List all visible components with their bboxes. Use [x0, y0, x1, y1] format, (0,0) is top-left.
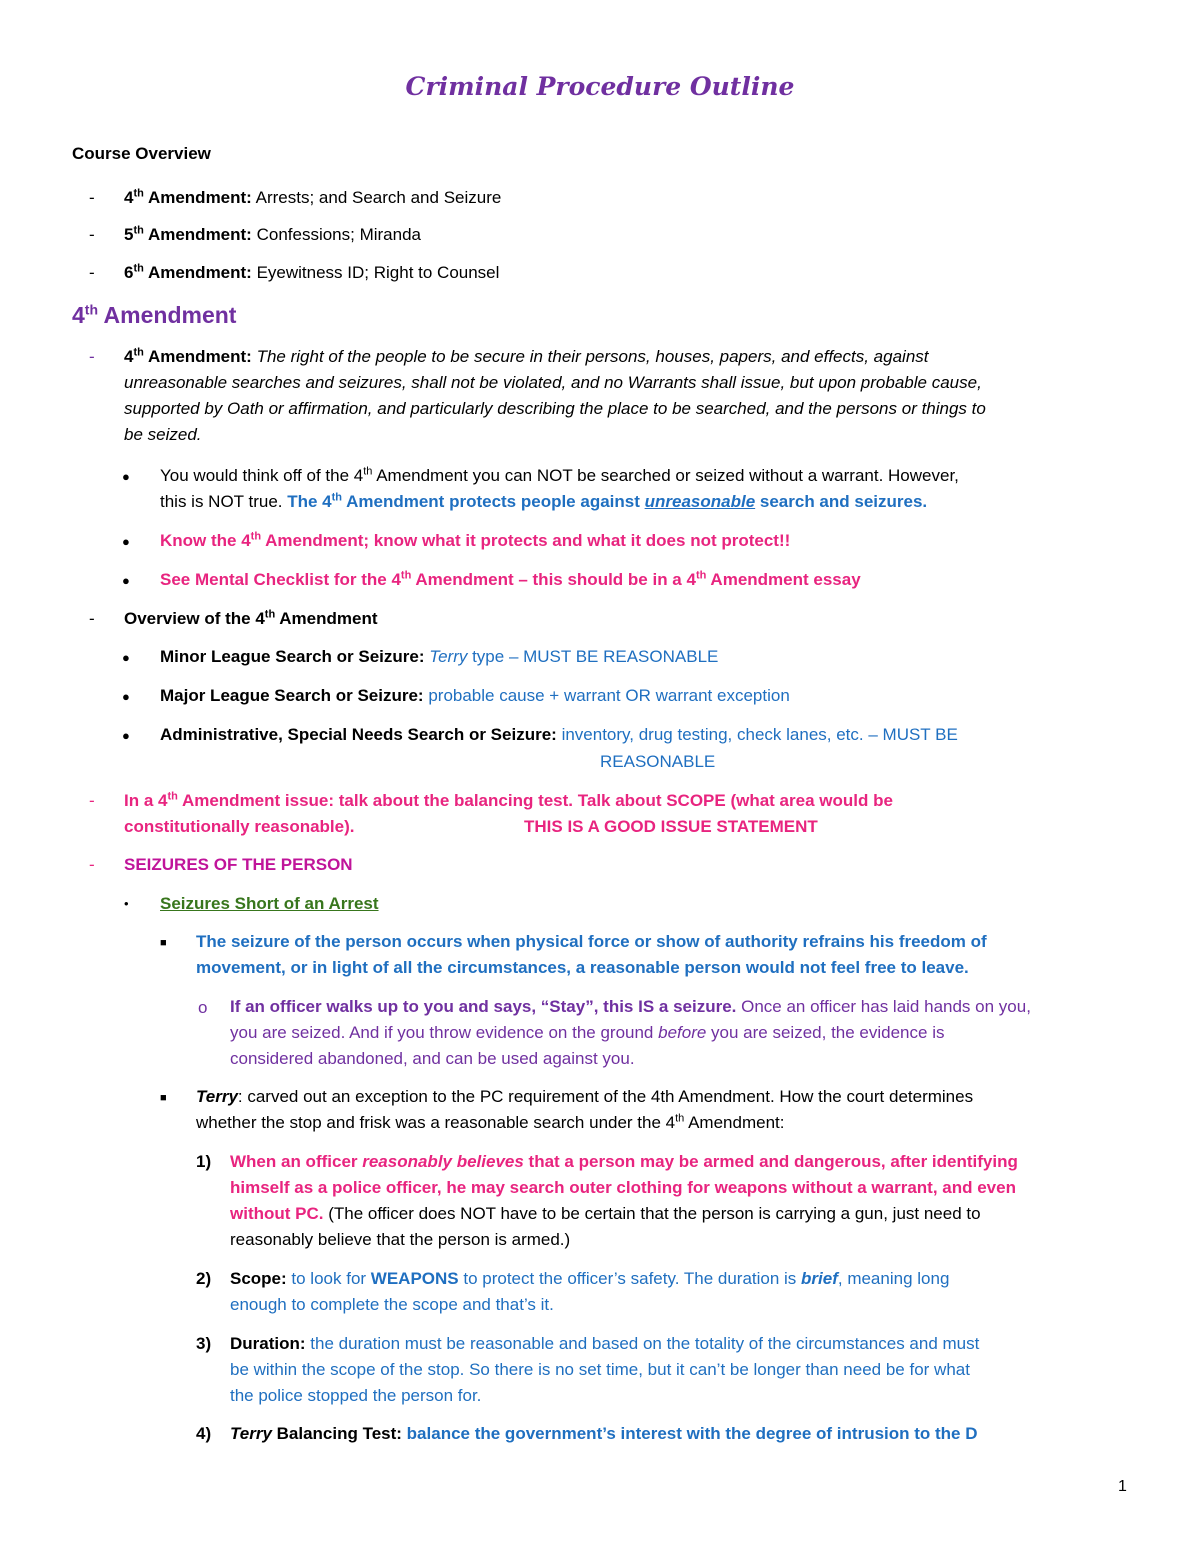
type-item: Administrative, Special Needs Search or Seizure: inventory, drug testing, check lanes, etc. – MUST BE — [160, 725, 958, 744]
seizures-heading: SEIZURES OF THE PERSON — [124, 855, 353, 874]
square-bullet-icon: ■ — [160, 937, 167, 949]
terry-text: whether the stop and frisk was a reasonable search under the 4th Amendment: — [196, 1112, 785, 1132]
circle-bullet-icon: o — [198, 998, 208, 1017]
seizure-example: If an officer walks up to you and says, “Stay”, this IS a seizure. Once an officer has laid hands on you, — [230, 997, 1031, 1016]
amendment-text-line: 4th Amendment: The right of the people to be secure in their persons, houses, papers, and effects, against — [124, 346, 929, 366]
numbered-item: When an officer reasonably believes that a person may be armed and dangerous, after identifying — [230, 1152, 1018, 1171]
bullet-text: this is NOT true. The 4th Amendment protects people against unreasonable search and seizures. — [160, 491, 928, 511]
amendment-text-line: supported by Oath or affirmation, and particularly describing the place to be searched, and the persons or things to — [124, 399, 986, 418]
page-number: 1 — [1118, 1478, 1127, 1495]
type-item: Minor League Search or Seizure: Terry type – MUST BE REASONABLE — [160, 647, 719, 666]
numbered-item: Duration: the duration must be reasonable and based on the totality of the circumstances and must — [230, 1334, 980, 1353]
numbered-item: himself as a police officer, he may search outer clothing for weapons without a warrant, and even — [230, 1178, 1016, 1197]
issue-statement-label: THIS IS A GOOD ISSUE STATEMENT — [524, 817, 818, 836]
section-heading: 4th Amendment — [72, 301, 237, 328]
issue-statement: constitutionally reasonable). — [124, 817, 355, 836]
numbered-item: the police stopped the person for. — [230, 1386, 482, 1405]
bullet-text: You would think off of the 4th Amendment you can NOT be searched or seized without a warrant. However, — [160, 465, 959, 485]
bullet-icon: ● — [122, 469, 130, 484]
type-item: Major League Search or Seizure: probable cause + warrant OR warrant exception — [160, 686, 790, 705]
list-number: 2) — [196, 1269, 212, 1288]
seizure-definition: The seizure of the person occurs when physical force or show of authority refrains his freedom of — [196, 932, 987, 951]
list-number: 1) — [196, 1152, 212, 1171]
square-bullet-icon: ■ — [160, 1092, 167, 1104]
list-number: 3) — [196, 1334, 212, 1353]
page-title: Criminal Procedure Outline — [405, 72, 795, 101]
bullet-icon: ● — [122, 689, 130, 704]
bullet-text: Know the 4th Amendment; know what it protects and what it does not protect!! — [160, 530, 791, 550]
subheading: Overview of the 4th Amendment — [124, 608, 378, 628]
bullet-icon: ● — [122, 728, 130, 743]
type-item-continued: REASONABLE — [600, 752, 716, 771]
bullet-icon: • — [124, 896, 129, 911]
issue-statement: In a 4th Amendment issue: talk about the balancing test. Talk about SCOPE (what area would be — [124, 790, 893, 810]
seizure-example: considered abandoned, and can be used against you. — [230, 1049, 635, 1068]
amendment-text-line: be seized. — [124, 425, 202, 444]
bullet-icon: ● — [122, 534, 130, 549]
terry-text: Terry: carved out an exception to the PC requirement of the 4th Amendment. How the court determines — [196, 1087, 974, 1106]
dash: - — [89, 791, 95, 810]
numbered-item: Scope: to look for WEAPONS to protect the officer’s safety. The duration is brief, meaning long — [230, 1269, 950, 1288]
dash: - — [89, 855, 95, 874]
seizure-example: you are seized. And if you throw evidence on the ground before you are seized, the evidence is — [230, 1023, 945, 1042]
list-number: 4) — [196, 1424, 212, 1443]
bullet-icon: ● — [122, 573, 130, 588]
amendment-text-line: unreasonable searches and seizures, shall not be violated, and no Warrants shall issue, but upon probable cause, — [124, 373, 982, 392]
numbered-item: enough to complete the scope and that’s it. — [230, 1295, 554, 1314]
numbered-item: be within the scope of the stop. So there is no set time, but it can’t be longer than need be for what — [230, 1360, 970, 1379]
numbered-item: Terry Balancing Test: balance the government’s interest with the degree of intrusion to the D — [230, 1424, 978, 1443]
seizures-subheading: Seizures Short of an Arrest — [160, 894, 379, 913]
dash: - — [89, 347, 95, 366]
numbered-item: without PC. (The officer does NOT have to be certain that the person is carrying a gun, just need to — [230, 1204, 981, 1223]
seizure-definition: movement, or in light of all the circumstances, a reasonable person would not feel free to leave. — [196, 958, 969, 977]
bullet-icon: ● — [122, 650, 130, 665]
dash: - — [89, 609, 95, 628]
numbered-item: reasonably believe that the person is armed.) — [230, 1230, 571, 1249]
course-overview-heading: Course Overview — [72, 144, 211, 163]
bullet-text: See Mental Checklist for the 4th Amendment – this should be in a 4th Amendment essay — [160, 569, 861, 589]
